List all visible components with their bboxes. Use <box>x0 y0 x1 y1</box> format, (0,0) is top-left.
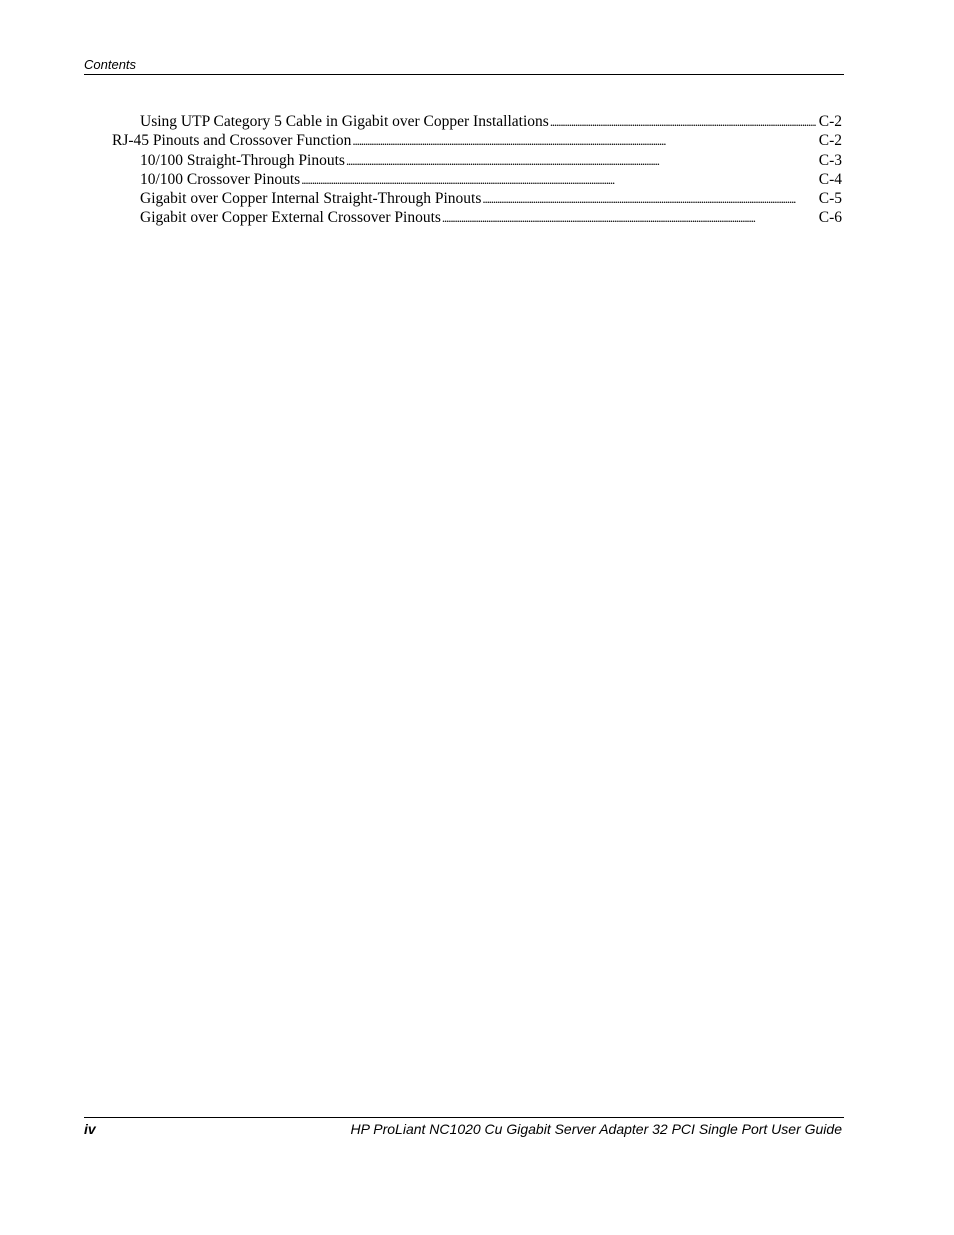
toc-entry[interactable] <box>84 170 842 189</box>
toc-dot-leader <box>482 189 815 208</box>
toc-entry-page: C-5 <box>818 190 842 208</box>
toc-entry-page: C-3 <box>818 151 842 169</box>
toc-entry-title: 10/100 Crossover Pinouts <box>140 170 301 188</box>
toc-dot-leader <box>352 131 815 150</box>
toc-entry-page: C-4 <box>818 170 842 188</box>
toc-entry[interactable] <box>84 189 842 208</box>
toc-dot-leader <box>346 151 816 170</box>
toc-entry[interactable] <box>84 208 842 227</box>
page-header <box>84 55 844 75</box>
toc-entry-title: Using UTP Category 5 Cable in Gigabit over Copper Installations <box>140 113 549 130</box>
toc-entry-page: C-2 <box>818 132 842 150</box>
page-footer <box>84 1117 844 1140</box>
toc-entry-title: 10/100 Straight-Through Pinouts <box>140 151 345 169</box>
toc-entry[interactable] <box>84 112 842 131</box>
toc-entry-title: Gigabit over Copper External Crossover Pinouts <box>140 209 441 227</box>
toc-dot-leader <box>301 170 816 189</box>
toc-dot-leader <box>550 112 816 131</box>
footer-document-title: HP ProLiant NC1020 Cu Gigabit Server Adapter 32 PCI Single Port User Guide <box>350 1121 842 1137</box>
toc-entry[interactable] <box>84 131 842 150</box>
footer-page-number: iv <box>84 1121 96 1137</box>
toc-entry[interactable] <box>84 151 842 170</box>
toc-entry-page: C-2 <box>818 113 842 130</box>
toc-entry-title: RJ-45 Pinouts and Crossover Function <box>112 132 352 150</box>
table-of-contents <box>84 112 842 228</box>
toc-dot-leader <box>442 208 816 227</box>
toc-entry-page: C-6 <box>818 209 842 227</box>
toc-entry-title: Gigabit over Copper Internal Straight-Through Pinouts <box>140 190 482 208</box>
header-section-label: Contents <box>84 57 137 72</box>
